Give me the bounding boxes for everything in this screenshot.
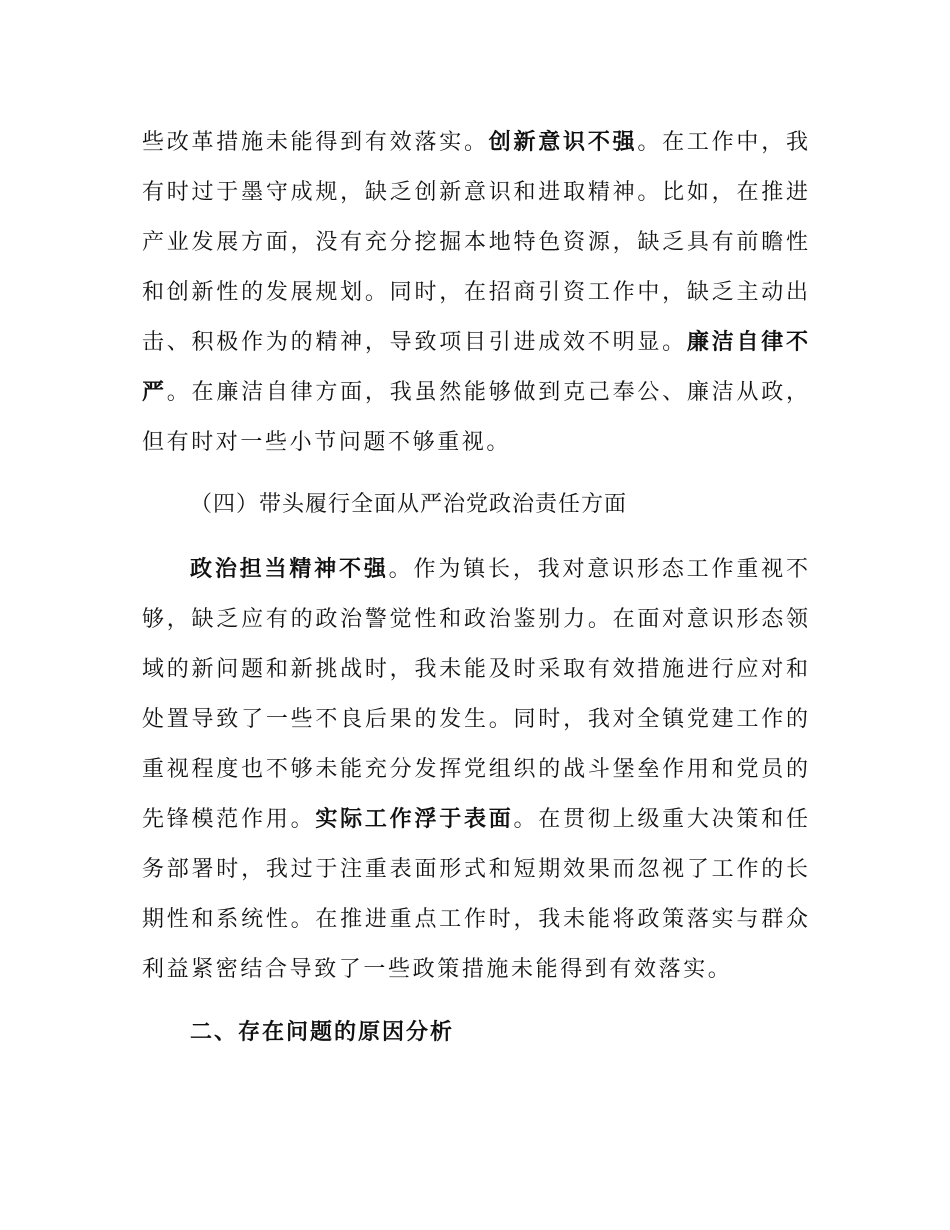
text-line bbox=[142, 905, 808, 935]
text-line bbox=[142, 228, 808, 258]
text-segment: 有时过于墨守成规，缺乏创新意识和进取精神。比如，在推进 bbox=[142, 180, 808, 205]
text-segment: 务部署时，我过于注重表面形式和短期效果而忽视了工作的长 bbox=[142, 857, 808, 882]
text-line bbox=[190, 555, 808, 585]
text-segment: 产业发展方面，没有充分挖掘本地特色资源，缺乏具有前瞻性 bbox=[142, 230, 808, 255]
text-line bbox=[142, 805, 808, 835]
text-segment: 和创新性的发展规划。同时，在招商引资工作中，缺乏主动出 bbox=[142, 280, 808, 305]
text-segment: 处置导致了一些不良后果的发生。同时，我对全镇党建工作的 bbox=[142, 707, 808, 732]
text-segment: 。作为镇长，我对意识形态工作重视不 bbox=[388, 557, 808, 582]
text-segment: 域的新问题和新挑战时，我未能及时采取有效措施进行应对和 bbox=[142, 657, 808, 682]
text-segment: 。在贯彻上级重大决策和任 bbox=[513, 807, 808, 832]
text-line bbox=[142, 655, 808, 685]
bold-keyphrase: 政治担当精神不强 bbox=[190, 557, 389, 582]
text-segment: 够，缺乏应有的政治警觉性和政治鉴别力。在面对意识形态领 bbox=[142, 607, 808, 632]
text-line bbox=[142, 855, 808, 885]
text-segment: 先锋模范作用。 bbox=[142, 807, 316, 832]
bold-keyphrase: 严 bbox=[142, 380, 167, 405]
text-line bbox=[142, 705, 808, 735]
text-line bbox=[142, 755, 808, 785]
bold-keyphrase: 廉洁自律不 bbox=[686, 330, 808, 355]
text-line bbox=[142, 328, 808, 358]
text-line bbox=[142, 605, 808, 635]
text-segment: 利益紧密结合导致了一些政策措施未能得到有效落实。 bbox=[142, 957, 733, 982]
text-line bbox=[142, 128, 808, 158]
text-segment: 。在工作中，我 bbox=[637, 130, 808, 155]
text-line bbox=[142, 178, 808, 208]
text-segment: 。在廉洁自律方面，我虽然能够做到克己奉公、廉洁从政， bbox=[166, 380, 808, 405]
section-heading-2: 二、存在问题的原因分析 bbox=[190, 1020, 455, 1045]
text-line bbox=[142, 278, 808, 308]
text-segment: 些改革措施未能得到有效落实。 bbox=[142, 130, 489, 155]
text-segment: 重视程度也不够未能充分发挥党组织的战斗堡垒作用和党员的 bbox=[142, 757, 808, 782]
text-segment: 但有时对一些小节问题不够重视。 bbox=[142, 430, 512, 455]
bold-keyphrase: 实际工作浮于表面 bbox=[315, 807, 514, 832]
text-line bbox=[142, 955, 808, 985]
text-segment: 击、积极作为的精神，导致项目引进成效不明显。 bbox=[142, 330, 687, 355]
text-line bbox=[142, 428, 808, 458]
bold-keyphrase: 创新意识不强 bbox=[488, 130, 638, 155]
text-segment: 期性和系统性。在推进重点工作时，我未能将政策落实与群众 bbox=[142, 907, 808, 932]
section-heading-4: （四）带头履行全面从严治党政治责任方面 bbox=[190, 492, 628, 517]
text-line bbox=[142, 378, 808, 408]
